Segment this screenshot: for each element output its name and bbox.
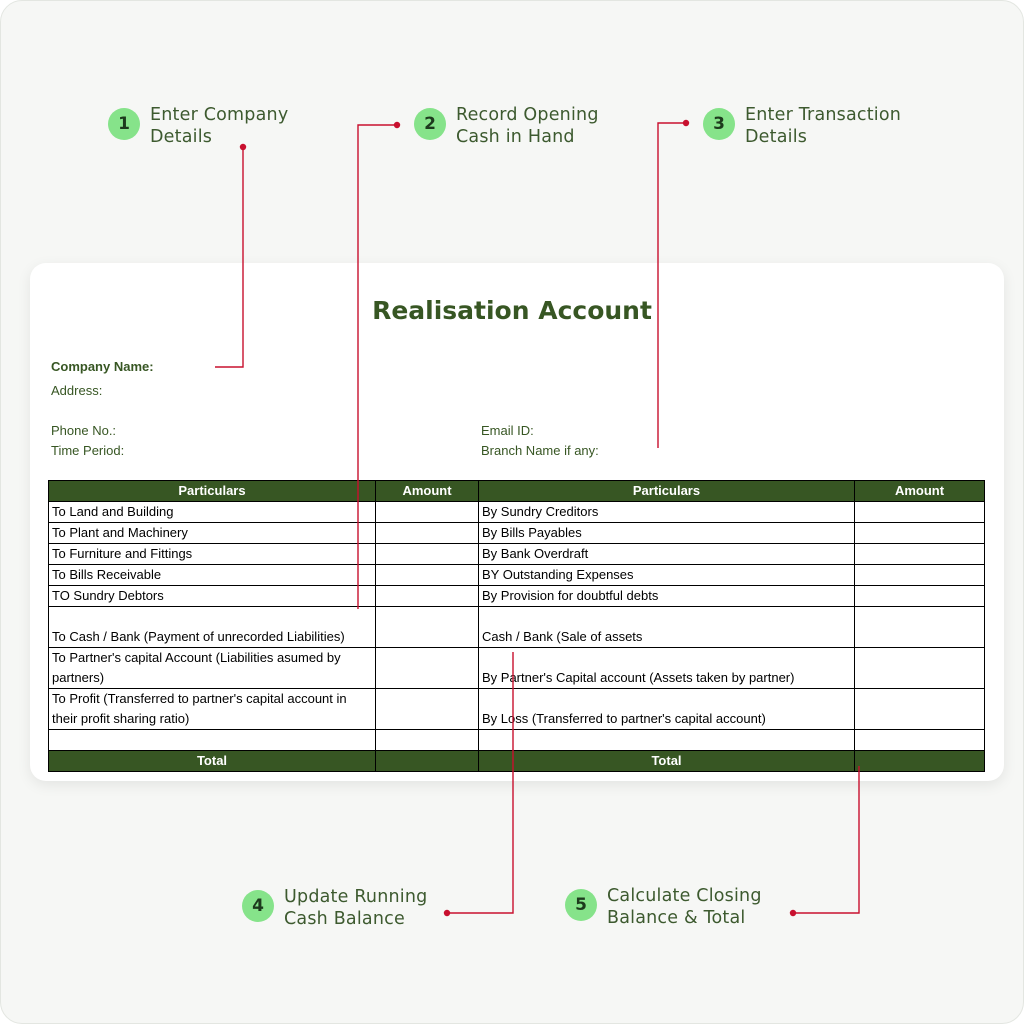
debit-particular: To Furniture and Fittings <box>49 544 376 565</box>
step-3-badge: 3 <box>703 108 735 140</box>
debit-particular: To Plant and Machinery <box>49 523 376 544</box>
address-label: Address: <box>51 383 103 398</box>
email-label: Email ID: <box>481 423 534 438</box>
header-particulars-left: Particulars <box>49 481 376 502</box>
total-label-left: Total <box>49 751 376 772</box>
step-2-label: Record Opening Cash in Hand <box>456 105 599 147</box>
step-2-badge: 2 <box>414 108 446 140</box>
step-4-label: Update Running Cash Balance <box>284 887 428 929</box>
debit-particular: To Profit (Transferred to partner's capital account in their profit sharing ratio) <box>49 689 376 730</box>
step-4-badge: 4 <box>242 890 274 922</box>
credit-particular: BY Outstanding Expenses <box>479 565 855 586</box>
credit-particular: By Sundry Creditors <box>479 502 855 523</box>
credit-particular: By Bank Overdraft <box>479 544 855 565</box>
step-1-label: Enter Company Details <box>150 105 289 147</box>
document-title: Realisation Account <box>372 296 652 325</box>
connector-step-3 <box>658 123 686 448</box>
credit-particular: By Provision for doubtful debts <box>479 586 855 607</box>
credit-particular: By Loss (Transferred to partner's capital account) <box>479 689 855 730</box>
step-1-badge: 1 <box>108 108 140 140</box>
connector-dot-5 <box>790 910 796 916</box>
debit-particular: TO Sundry Debtors <box>49 586 376 607</box>
time-period-label: Time Period: <box>51 443 125 458</box>
connector-dot-3 <box>683 120 689 126</box>
credit-particular: By Bills Payables <box>479 523 855 544</box>
connector-dot-1 <box>240 144 246 150</box>
debit-particular: To Land and Building <box>49 502 376 523</box>
step-3-label: Enter Transaction Details <box>745 105 902 147</box>
company-name-label: Company Name: <box>51 359 154 374</box>
connector-dot-2 <box>394 122 400 128</box>
header-amount-right: Amount <box>855 481 985 502</box>
branch-label: Branch Name if any: <box>481 443 599 458</box>
credit-particular: By Partner's Capital account (Assets taken by partner) <box>479 648 855 689</box>
connector-step-4 <box>447 652 513 913</box>
credit-particular: Cash / Bank (Sale of assets <box>479 607 855 648</box>
step-5-badge: 5 <box>565 889 597 921</box>
total-label-right: Total <box>479 751 855 772</box>
debit-particular: To Bills Receivable <box>49 565 376 586</box>
header-amount-left: Amount <box>376 481 479 502</box>
phone-label: Phone No.: <box>51 423 117 438</box>
connector-step-1 <box>215 147 243 367</box>
connector-step-5 <box>793 766 859 913</box>
step-5-label: Calculate Closing Balance & Total <box>607 886 762 928</box>
debit-particular: To Partner's capital Account (Liabilities asumed by partners) <box>49 648 376 689</box>
header-particulars-right: Particulars <box>479 481 855 502</box>
debit-particular: To Cash / Bank (Payment of unrecorded Liabilities) <box>49 607 376 648</box>
connector-step-2 <box>358 125 397 609</box>
connector-dot-4 <box>444 910 450 916</box>
